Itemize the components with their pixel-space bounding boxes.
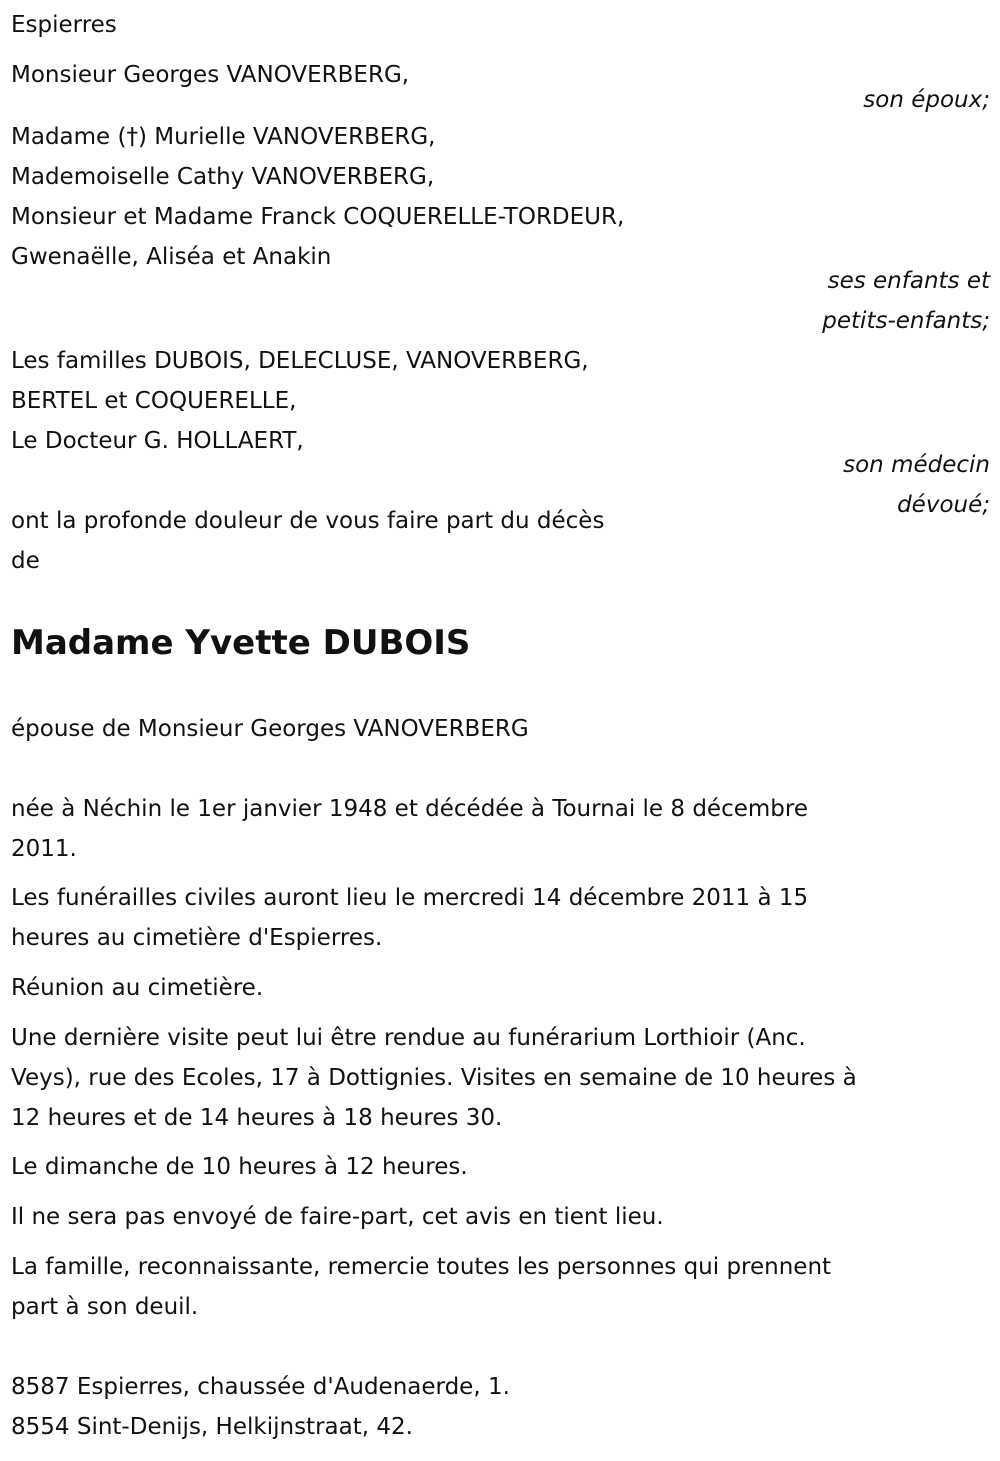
thanks: La famille, reconnaissante, remercie toutes les personnes qui prennent bbox=[11, 1254, 832, 1280]
address: 8587 Espierres, chaussée d'Audenaerde, 1. bbox=[11, 1374, 510, 1400]
child-line: Madame (†) Murielle VANOVERBERG, bbox=[11, 124, 436, 150]
children-role: ses enfants et bbox=[827, 268, 990, 294]
notice: Il ne sera pas envoyé de faire-part, cet avis en tient lieu. bbox=[11, 1204, 664, 1230]
announcement: de bbox=[11, 548, 40, 574]
sunday-info: Le dimanche de 10 heures à 12 heures. bbox=[11, 1154, 468, 1180]
address: 8554 Sint-Denijs, Helkijnstraat, 42. bbox=[11, 1414, 413, 1440]
child-line: Gwenaëlle, Aliséa et Anakin bbox=[11, 244, 332, 270]
child-line: Mademoiselle Cathy VANOVERBERG, bbox=[11, 164, 435, 190]
announcement: ont la profonde douleur de vous faire part du décès bbox=[11, 508, 605, 534]
meeting-info: Réunion au cimetière. bbox=[11, 975, 264, 1001]
visit-info: Une dernière visite peut lui être rendue au funérarium Lorthioir (Anc. bbox=[11, 1025, 806, 1051]
funeral-info: heures au cimetière d'Espierres. bbox=[11, 925, 383, 951]
visit-info: Veys), rue des Ecoles, 17 à Dottignies. Visites en semaine de 10 heures à bbox=[11, 1065, 857, 1091]
place: Espierres bbox=[11, 12, 117, 38]
families-line: Les familles DUBOIS, DELECLUSE, VANOVERBERG, bbox=[11, 348, 589, 374]
birth-death: née à Néchin le 1er janvier 1948 et décédée à Tournai le 8 décembre bbox=[11, 796, 808, 822]
funeral-info: Les funérailles civiles auront lieu le mercredi 14 décembre 2011 à 15 bbox=[11, 885, 809, 911]
spouse-role: son époux; bbox=[863, 87, 990, 113]
children-role: petits-enfants; bbox=[822, 308, 990, 334]
doctor-role: son médecin bbox=[843, 452, 990, 478]
visit-info: 12 heures et de 14 heures à 18 heures 30. bbox=[11, 1105, 503, 1131]
spouse-of: épouse de Monsieur Georges VANOVERBERG bbox=[11, 716, 529, 742]
deceased-name: Madame Yvette DUBOIS bbox=[11, 623, 471, 663]
doctor-role: dévoué; bbox=[897, 492, 990, 518]
families-line: BERTEL et COQUERELLE, bbox=[11, 388, 297, 414]
child-line: Monsieur et Madame Franck COQUERELLE-TORDEUR, bbox=[11, 204, 625, 230]
birth-death: 2011. bbox=[11, 836, 77, 862]
spouse-line: Monsieur Georges VANOVERBERG, bbox=[11, 62, 410, 88]
doctor-line: Le Docteur G. HOLLAERT, bbox=[11, 428, 304, 454]
thanks: part à son deuil. bbox=[11, 1294, 199, 1320]
